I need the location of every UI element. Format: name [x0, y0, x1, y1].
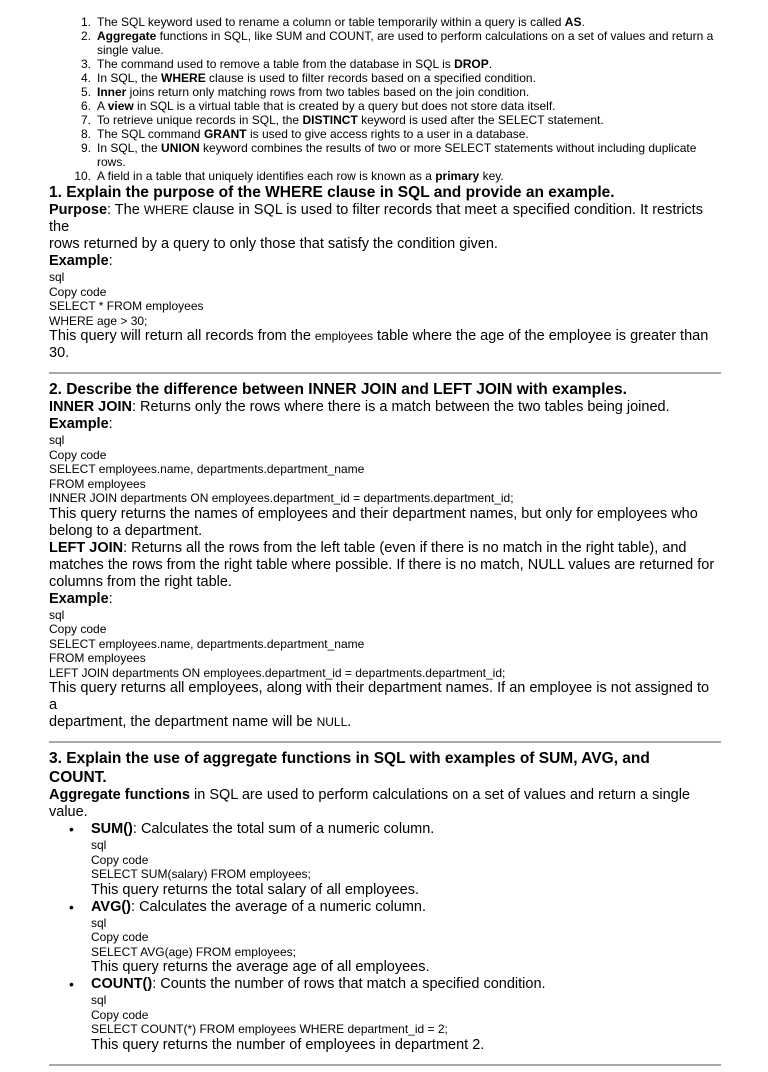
- item-text: in SQL is a virtual table that is created by a query but does not store data itself.: [133, 99, 556, 113]
- item-keyword: Inner: [97, 85, 127, 99]
- code-language: sql: [49, 270, 65, 284]
- document-page: [49, 15, 721, 1072]
- code-line: SELECT employees.name, departments.department_name: [49, 462, 365, 476]
- result-paragraph: [49, 680, 721, 731]
- text: .: [347, 714, 352, 730]
- code-language: sql: [91, 915, 107, 930]
- item-text: keyword is used after the SELECT statement.: [357, 113, 604, 127]
- code-line: SELECT SUM(salary) FROM employees;: [91, 867, 311, 881]
- item-text: The command used to remove a table from the database in SQL is: [97, 57, 455, 71]
- text: : Returns all the rows from the left table (even if there is no match in the right table), and: [123, 539, 687, 556]
- list-item: [49, 29, 721, 57]
- list-item: [49, 899, 721, 977]
- text: department, the department name will be: [49, 714, 317, 730]
- item-text: The SQL keyword used to rename a column or table temporarily within a query is called: [97, 15, 565, 29]
- item-text: .: [488, 57, 493, 71]
- term: LEFT JOIN: [49, 539, 124, 556]
- result-paragraph: This query returns the total salary of all employees.: [91, 881, 420, 898]
- item-keyword: Aggregate: [97, 29, 157, 43]
- copy-code-button[interactable]: Copy code: [49, 447, 107, 462]
- bullet-icon: •: [69, 821, 74, 837]
- item-keyword: primary: [435, 169, 480, 183]
- item-keyword: UNION: [161, 141, 200, 155]
- section-joins: [49, 380, 721, 731]
- item-text: is used to give access rights to a user in a database.: [246, 127, 529, 141]
- heading-line: COUNT.: [49, 769, 107, 786]
- item-number: 6.: [80, 99, 91, 113]
- result-paragraph: [49, 328, 721, 362]
- function-name: SUM(): [91, 821, 133, 837]
- item-text: In SQL, the: [97, 71, 162, 85]
- result-paragraph: [49, 506, 721, 540]
- section-heading: 2. Describe the difference between INNER JOIN and LEFT JOIN with examples.: [49, 381, 627, 398]
- code-language: sql: [49, 607, 65, 622]
- item-number: 2.: [80, 29, 91, 43]
- list-item: [49, 85, 721, 99]
- item-text: The SQL command: [97, 127, 204, 141]
- item-text: To retrieve unique records in SQL, the: [97, 113, 303, 127]
- function-line: [91, 821, 721, 838]
- list-item: [49, 127, 721, 141]
- text: : The: [107, 202, 144, 218]
- item-text: key.: [479, 169, 504, 183]
- section-aggregates: [49, 749, 721, 1054]
- code-language: sql: [91, 838, 107, 852]
- item-keyword: WHERE: [161, 71, 206, 85]
- label-text: Example: [49, 253, 109, 269]
- code-line: LEFT JOIN departments ON employees.department_id = departments.department_id;: [49, 665, 506, 680]
- text: rows returned by a query to only those that satisfy the condition given.: [49, 236, 498, 252]
- item-text: functions in SQL, like SUM and COUNT, are used to perform calculations on a set of values and return a: [156, 29, 714, 43]
- example-label: [49, 253, 721, 270]
- item-text: keyword combines the results of two or more SELECT statements without including duplicate rows.: [97, 141, 697, 169]
- result-paragraph: This query returns the number of employees in department 2.: [91, 1036, 485, 1053]
- example-label: [49, 416, 721, 433]
- function-line: [91, 899, 721, 916]
- list-item: [49, 15, 721, 29]
- heading-line: 3. Explain the use of aggregate functions in SQL with examples of SUM, AVG, and: [49, 750, 650, 767]
- item-number: 3.: [80, 57, 91, 71]
- section-divider: [49, 741, 721, 743]
- code-line: SELECT * FROM employees: [49, 299, 204, 313]
- copy-code-button[interactable]: Copy code: [91, 930, 149, 944]
- text: This query will return all records from the: [49, 328, 315, 344]
- code-language: sql: [49, 433, 65, 447]
- item-number: 5.: [80, 85, 91, 99]
- example-label: [49, 591, 721, 608]
- colon: :: [108, 416, 113, 432]
- function-name: COUNT(): [91, 976, 153, 992]
- text: : Calculates the average of a numeric column.: [131, 898, 426, 915]
- item-text: clause is used to filter records based on a specified condition.: [205, 71, 536, 85]
- section-heading: 1. Explain the purpose of the WHERE clause in SQL and provide an example.: [49, 184, 615, 201]
- text: table where the age of the employee is greater than 30.: [49, 328, 709, 361]
- code-line: SELECT employees.name, departments.department_name: [49, 636, 365, 651]
- result-paragraph: This query returns the average age of all employees.: [91, 959, 430, 975]
- list-item: [49, 169, 721, 183]
- text: This query returns the names of employees and their department names, but only for employees who: [49, 505, 698, 522]
- item-number: 7.: [80, 113, 91, 127]
- section-where-clause: [49, 183, 721, 362]
- code-line: FROM employees: [49, 476, 146, 491]
- bullet-icon: •: [69, 898, 74, 915]
- term: INNER JOIN: [49, 399, 132, 415]
- list-item: [49, 99, 721, 113]
- text: columns from the right table.: [49, 573, 232, 590]
- inline-code: NULL: [316, 715, 348, 729]
- item-keyword: GRANT: [203, 127, 247, 141]
- code-line: INNER JOIN departments ON employees.department_id = departments.department_id;: [49, 491, 514, 505]
- item-text: joins return only matching rows from two tables based on the join condition.: [126, 85, 530, 99]
- list-item: [49, 113, 721, 127]
- item-number: 1.: [80, 15, 91, 29]
- copy-code-button[interactable]: Copy code: [91, 852, 149, 867]
- item-number: 8.: [80, 127, 91, 141]
- code-line: WHERE age > 30;: [49, 313, 148, 328]
- colon: :: [108, 590, 113, 607]
- item-number: 4.: [80, 71, 91, 85]
- label-text: Example: [49, 416, 109, 432]
- code-language: sql: [91, 993, 107, 1007]
- text: clause in SQL is used to filter records that meet a specified condition. It restricts the: [49, 202, 703, 235]
- item-number: 9.: [80, 141, 91, 155]
- item-text: A: [97, 99, 108, 113]
- function-line: [91, 976, 721, 993]
- text: in SQL are used to perform calculations on a set of values and return a single value.: [49, 787, 690, 820]
- label-text: Example: [49, 590, 109, 607]
- code-line: FROM employees: [49, 651, 146, 665]
- item-text: .: [581, 15, 585, 29]
- function-name: AVG(): [91, 898, 132, 915]
- text: This query returns all employees, along with their department names. If an employee is not assigned to a: [49, 680, 710, 713]
- item-keyword: AS: [564, 15, 582, 29]
- left-join-paragraph: [49, 540, 721, 591]
- inline-code: WHERE: [143, 203, 189, 217]
- item-text: A field in a table that uniquely identifies each row is known as a: [97, 169, 436, 183]
- item-number: 10.: [74, 169, 91, 183]
- list-item: [49, 821, 721, 899]
- copy-code-button[interactable]: Copy code: [91, 1007, 149, 1022]
- code-line: SELECT AVG(age) FROM employees;: [91, 944, 296, 959]
- list-item: [49, 71, 721, 85]
- section-divider: [49, 1064, 721, 1066]
- intro-paragraph: [49, 787, 721, 821]
- item-keyword: DISTINCT: [302, 113, 358, 127]
- list-item: [49, 976, 721, 1054]
- text: : Calculates the total sum of a numeric column.: [132, 821, 435, 837]
- purpose-label: Purpose: [49, 202, 108, 218]
- copy-code-button[interactable]: Copy code: [49, 622, 107, 636]
- item-keyword: view: [107, 99, 134, 113]
- list-item: [49, 57, 721, 71]
- text: : Returns only the rows where there is a match between the two tables being joined.: [132, 399, 670, 415]
- item-text: single value.: [97, 43, 164, 57]
- aggregate-list: [49, 821, 721, 1054]
- list-item: [49, 141, 721, 169]
- copy-code-button[interactable]: Copy code: [49, 284, 107, 299]
- text: matches the rows from the right table where possible. If there is no match, NULL values are returned for: [49, 556, 715, 573]
- bullet-icon: •: [69, 976, 74, 992]
- colon: :: [108, 253, 113, 269]
- section-heading: [49, 749, 721, 787]
- text: : Counts the number of rows that match a specified condition.: [152, 976, 546, 992]
- code-line: SELECT COUNT(*) FROM employees WHERE department_id = 2;: [91, 1022, 448, 1036]
- item-text: In SQL, the: [97, 141, 162, 155]
- purpose-paragraph: [49, 202, 721, 253]
- item-keyword: DROP: [454, 57, 489, 71]
- answer-list: [49, 15, 721, 183]
- inner-join-paragraph: [49, 399, 721, 416]
- inline-code: employees: [314, 329, 373, 343]
- term: Aggregate functions: [49, 787, 190, 803]
- text: belong to a department.: [49, 522, 203, 539]
- section-divider: [49, 372, 721, 374]
